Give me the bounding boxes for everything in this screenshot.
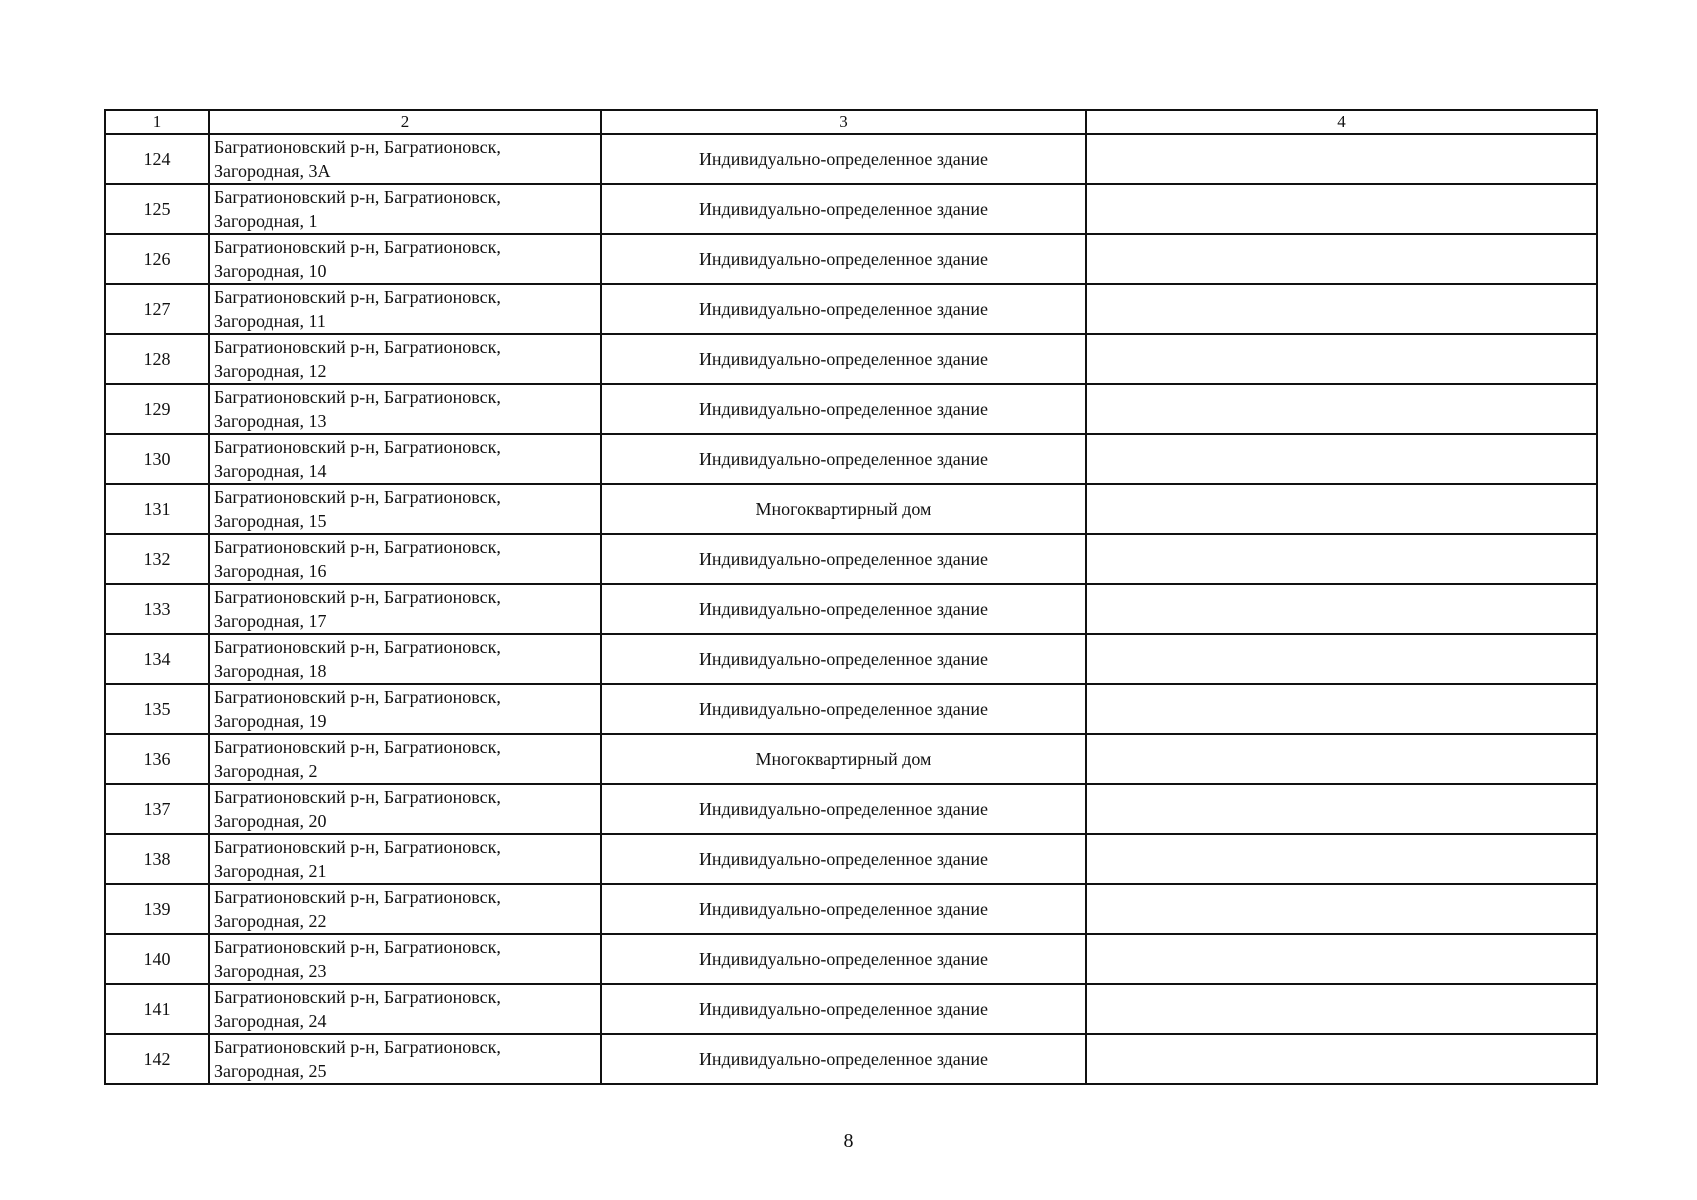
row-number-cell: 142 bbox=[105, 1034, 209, 1084]
address-line-2: Загородная, 17 bbox=[214, 611, 327, 631]
row-number-cell: 126 bbox=[105, 234, 209, 284]
address-cell bbox=[209, 184, 601, 234]
table-row bbox=[105, 984, 1597, 1034]
address-cell bbox=[209, 884, 601, 934]
column-4-cell bbox=[1086, 184, 1597, 234]
row-number-cell: 141 bbox=[105, 984, 209, 1034]
address-line-2: Загородная, 24 bbox=[214, 1011, 327, 1031]
column-4-cell bbox=[1086, 134, 1597, 184]
column-4-cell bbox=[1086, 334, 1597, 384]
object-type-cell: Индивидуально-определенное здание bbox=[601, 934, 1086, 984]
address-line-1: Багратионовский р-н, Багратионовск, bbox=[214, 1037, 501, 1057]
address-line-2: Загородная, 15 bbox=[214, 511, 327, 531]
column-header-1: 1 bbox=[105, 110, 209, 134]
address-line-2: Загородная, 25 bbox=[214, 1061, 327, 1081]
object-type-cell: Индивидуально-определенное здание bbox=[601, 834, 1086, 884]
address-cell bbox=[209, 484, 601, 534]
address-line-1: Багратионовский р-н, Багратионовск, bbox=[214, 937, 501, 957]
object-type-cell: Индивидуально-определенное здание bbox=[601, 234, 1086, 284]
data-table bbox=[104, 109, 1598, 1085]
table-row bbox=[105, 284, 1597, 334]
table-row bbox=[105, 534, 1597, 584]
column-4-cell bbox=[1086, 984, 1597, 1034]
address-line-2: Загородная, 21 bbox=[214, 861, 327, 881]
address-line-1: Багратионовский р-н, Багратионовск, bbox=[214, 337, 501, 357]
address-line-2: Загородная, 14 bbox=[214, 461, 327, 481]
column-4-cell bbox=[1086, 284, 1597, 334]
object-type-cell: Индивидуально-определенное здание bbox=[601, 334, 1086, 384]
column-4-cell bbox=[1086, 684, 1597, 734]
address-line-2: Загородная, 10 bbox=[214, 261, 327, 281]
column-4-cell bbox=[1086, 534, 1597, 584]
column-header-2: 2 bbox=[209, 110, 601, 134]
row-number-cell: 140 bbox=[105, 934, 209, 984]
address-line-1: Багратионовский р-н, Багратионовск, bbox=[214, 187, 501, 207]
table-row bbox=[105, 484, 1597, 534]
object-type-cell: Индивидуально-определенное здание bbox=[601, 284, 1086, 334]
table-row bbox=[105, 834, 1597, 884]
object-type-cell: Многоквартирный дом bbox=[601, 734, 1086, 784]
row-number-cell: 137 bbox=[105, 784, 209, 834]
object-type-cell: Многоквартирный дом bbox=[601, 484, 1086, 534]
object-type-cell: Индивидуально-определенное здание bbox=[601, 434, 1086, 484]
address-line-2: Загородная, 22 bbox=[214, 911, 327, 931]
column-4-cell bbox=[1086, 234, 1597, 284]
column-4-cell bbox=[1086, 834, 1597, 884]
address-line-2: Загородная, 16 bbox=[214, 561, 327, 581]
address-line-1: Багратионовский р-н, Багратионовск, bbox=[214, 887, 501, 907]
address-line-1: Багратионовский р-н, Багратионовск, bbox=[214, 587, 501, 607]
row-number-cell: 133 bbox=[105, 584, 209, 634]
address-line-2: Загородная, 20 bbox=[214, 811, 327, 831]
address-line-2: Загородная, 3А bbox=[214, 161, 331, 181]
address-line-1: Багратионовский р-н, Багратионовск, bbox=[214, 137, 501, 157]
address-cell bbox=[209, 334, 601, 384]
address-cell bbox=[209, 534, 601, 584]
table-row bbox=[105, 434, 1597, 484]
address-line-1: Багратионовский р-н, Багратионовск, bbox=[214, 637, 501, 657]
address-line-1: Багратионовский р-н, Багратионовск, bbox=[214, 537, 501, 557]
address-line-1: Багратионовский р-н, Багратионовск, bbox=[214, 487, 501, 507]
address-cell bbox=[209, 784, 601, 834]
column-4-cell bbox=[1086, 434, 1597, 484]
row-number-cell: 128 bbox=[105, 334, 209, 384]
address-cell bbox=[209, 834, 601, 884]
row-number-cell: 125 bbox=[105, 184, 209, 234]
address-cell bbox=[209, 234, 601, 284]
address-line-1: Багратионовский р-н, Багратионовск, bbox=[214, 987, 501, 1007]
row-number-cell: 135 bbox=[105, 684, 209, 734]
address-line-1: Багратионовский р-н, Багратионовск, bbox=[214, 687, 501, 707]
table-row bbox=[105, 884, 1597, 934]
table-row bbox=[105, 384, 1597, 434]
row-number-cell: 138 bbox=[105, 834, 209, 884]
address-line-2: Загородная, 18 bbox=[214, 661, 327, 681]
table-row bbox=[105, 584, 1597, 634]
row-number-cell: 132 bbox=[105, 534, 209, 584]
column-4-cell bbox=[1086, 934, 1597, 984]
row-number-cell: 130 bbox=[105, 434, 209, 484]
address-cell bbox=[209, 634, 601, 684]
row-number-cell: 139 bbox=[105, 884, 209, 934]
row-number-cell: 134 bbox=[105, 634, 209, 684]
page-number: 8 bbox=[843, 1130, 854, 1152]
address-line-1: Багратионовский р-н, Багратионовск, bbox=[214, 837, 501, 857]
table-row bbox=[105, 1034, 1597, 1084]
table-row bbox=[105, 184, 1597, 234]
address-cell bbox=[209, 1034, 601, 1084]
row-number-cell: 127 bbox=[105, 284, 209, 334]
address-line-2: Загородная, 1 bbox=[214, 211, 318, 231]
address-line-2: Загородная, 23 bbox=[214, 961, 327, 981]
column-4-cell bbox=[1086, 1034, 1597, 1084]
address-cell bbox=[209, 734, 601, 784]
address-cell bbox=[209, 284, 601, 334]
column-4-cell bbox=[1086, 734, 1597, 784]
table-body bbox=[105, 110, 1597, 1084]
object-type-cell: Индивидуально-определенное здание bbox=[601, 684, 1086, 734]
address-line-1: Багратионовский р-н, Багратионовск, bbox=[214, 437, 501, 457]
row-number-cell: 124 bbox=[105, 134, 209, 184]
address-cell bbox=[209, 684, 601, 734]
row-number-cell: 136 bbox=[105, 734, 209, 784]
object-type-cell: Индивидуально-определенное здание bbox=[601, 534, 1086, 584]
column-4-cell bbox=[1086, 884, 1597, 934]
object-type-cell: Индивидуально-определенное здание bbox=[601, 384, 1086, 434]
object-type-cell: Индивидуально-определенное здание bbox=[601, 884, 1086, 934]
table-row bbox=[105, 234, 1597, 284]
column-header-4: 4 bbox=[1086, 110, 1597, 134]
table-row bbox=[105, 734, 1597, 784]
address-cell bbox=[209, 134, 601, 184]
object-type-cell: Индивидуально-определенное здание bbox=[601, 984, 1086, 1034]
object-type-cell: Индивидуально-определенное здание bbox=[601, 1034, 1086, 1084]
address-line-2: Загородная, 12 bbox=[214, 361, 327, 381]
table-row bbox=[105, 684, 1597, 734]
address-line-1: Багратионовский р-н, Багратионовск, bbox=[214, 737, 501, 757]
object-type-cell: Индивидуально-определенное здание bbox=[601, 184, 1086, 234]
address-cell bbox=[209, 934, 601, 984]
object-type-cell: Индивидуально-определенное здание bbox=[601, 784, 1086, 834]
row-number-cell: 131 bbox=[105, 484, 209, 534]
object-type-cell: Индивидуально-определенное здание bbox=[601, 634, 1086, 684]
address-line-1: Багратионовский р-н, Багратионовск, bbox=[214, 287, 501, 307]
column-4-cell bbox=[1086, 484, 1597, 534]
table-row bbox=[105, 934, 1597, 984]
address-line-2: Загородная, 19 bbox=[214, 711, 327, 731]
column-4-cell bbox=[1086, 584, 1597, 634]
address-cell bbox=[209, 984, 601, 1034]
address-line-1: Багратионовский р-н, Багратионовск, bbox=[214, 387, 501, 407]
row-number-cell: 129 bbox=[105, 384, 209, 434]
table-header-row bbox=[105, 110, 1597, 134]
object-type-cell: Индивидуально-определенное здание bbox=[601, 134, 1086, 184]
address-line-1: Багратионовский р-н, Багратионовск, bbox=[214, 237, 501, 257]
address-line-1: Багратионовский р-н, Багратионовск, bbox=[214, 787, 501, 807]
address-line-2: Загородная, 11 bbox=[214, 311, 326, 331]
address-cell bbox=[209, 434, 601, 484]
column-4-cell bbox=[1086, 784, 1597, 834]
table-row bbox=[105, 634, 1597, 684]
address-cell bbox=[209, 584, 601, 634]
table-row bbox=[105, 134, 1597, 184]
table-row bbox=[105, 334, 1597, 384]
address-line-2: Загородная, 2 bbox=[214, 761, 318, 781]
object-type-cell: Индивидуально-определенное здание bbox=[601, 584, 1086, 634]
column-header-3: 3 bbox=[601, 110, 1086, 134]
table-row bbox=[105, 784, 1597, 834]
address-line-2: Загородная, 13 bbox=[214, 411, 327, 431]
column-4-cell bbox=[1086, 634, 1597, 684]
column-4-cell bbox=[1086, 384, 1597, 434]
address-cell bbox=[209, 384, 601, 434]
